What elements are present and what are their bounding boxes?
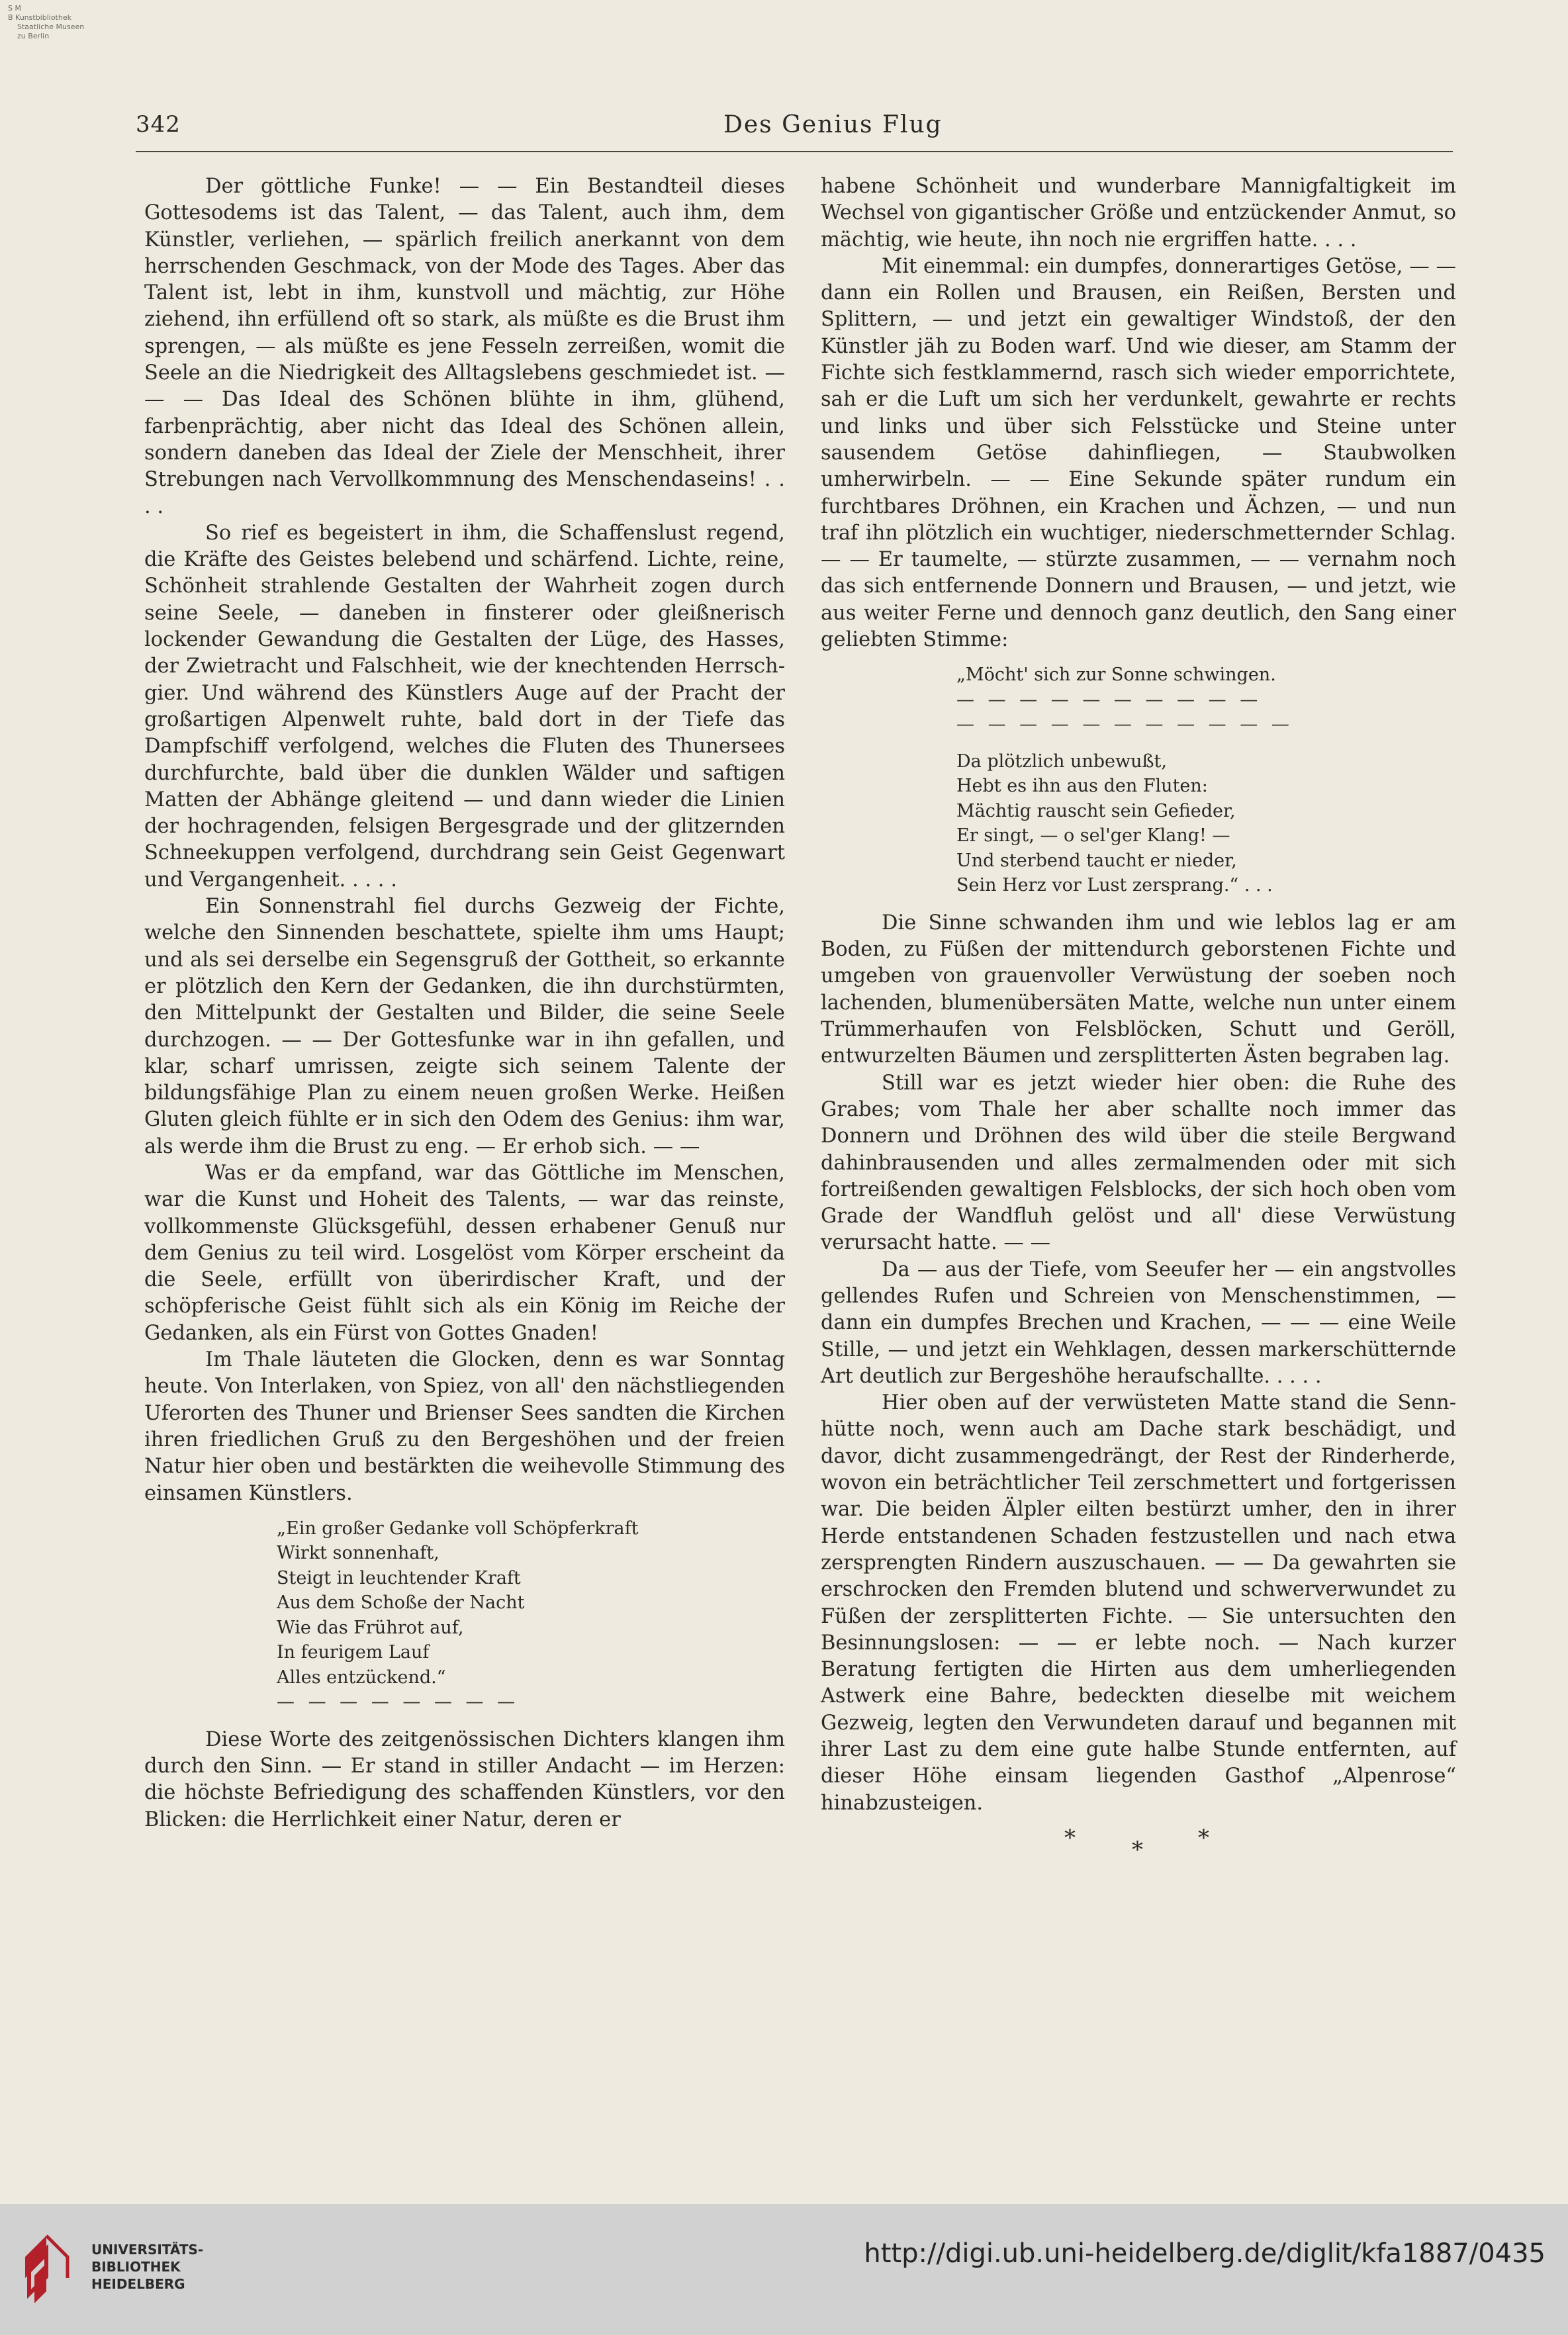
paragraph: Die Sinne schwanden ihm und wie leblos lag er am Boden, zu Füßen der mittendurch geborstenen Fichte und umgeben von grauenvoller Verwüstung der soeben noch lachenden, blumenübersäten Matte, welche nun unter einem Trümmerhaufen von Felsblöcken, Schutt und Geröll, entwurzelten Bäumen und zersplitterten Ästen begraben lag. bbox=[821, 911, 1456, 1068]
stamp-line: zu Berlin bbox=[17, 32, 50, 40]
running-title: Des Genius Flug bbox=[723, 111, 943, 138]
poem-line: Steigt in leuchtender Kraft bbox=[277, 1567, 521, 1588]
left-column bbox=[144, 173, 785, 1833]
right-column bbox=[821, 173, 1456, 1864]
poem-line: Sein Herz vor Lust zersprang.“ . . . bbox=[956, 875, 1273, 896]
poem-line: In feurigem Lauf bbox=[277, 1642, 430, 1663]
paragraph: Ein Sonnenstrahl fiel durchs Gezweig der Fichte, welche den Sinnenden beschattete, spielte ihm ums Haupt; und als sei derselbe ein Segensgruß der Gottheit, so erkannte er plötzlich den Kern der Gedanken, die ihn durchstürmten, den Mittelpunkt der Gestalten und Bilder, die seine Seele durchzogen. — — Der Gottesfunke war in ihn gefallen, und klar, scharf umrissen, zeigte sich seinem Talente der bildungsfähige Plan zu einem neuen großen Werke. Heißen Gluten gleich fühlte er in sich den Odem des Genius: ihm war, als werde ihm die Brust zu eng. — Er erhob sich. — — bbox=[144, 895, 785, 1158]
paragraph: Was er da empfand, war das Göttliche im Menschen, war die Kunst und Hoheit des Talents, — war das reinste, vollkommenste Glücksgefühl, dessen erhabener Genuß nur dem Genius zu teil wird. Losgelöst vom Körper erscheint da die Seele, erfüllt von überirdischer Kraft, und der schöpferische Geist fühlt sich als ein König im Reiche der Gedanken, als ein Fürst von Gottes Gnaden! bbox=[144, 1161, 785, 1345]
poem-line: „Möcht' sich zur Sonne schwingen. bbox=[956, 664, 1276, 686]
library-name-line: HEIDELBERG bbox=[91, 2276, 185, 2292]
poem-line: Und sterbend taucht er nieder, bbox=[956, 850, 1237, 871]
stamp-line: S M bbox=[8, 4, 21, 13]
source-url-link[interactable]: http://digi.ub.uni-heidelberg.de/diglit/kfa1887/0435 bbox=[864, 2238, 1545, 2269]
poem-line: Er singt, — o sel'ger Klang! — bbox=[956, 825, 1230, 847]
stamp-line: B Kunstbibliothek bbox=[8, 13, 71, 22]
page-number: 342 bbox=[136, 111, 181, 138]
poem-line: Da plötzlich unbewußt, bbox=[956, 751, 1167, 772]
paragraph: habene Schönheit und wunderbare Mannigfaltigkeit im Wechsel von gigantischer Größe und entzückender Anmut, so mächtig, wie heute, ihn noch nie ergriffen hatte. . . . bbox=[821, 175, 1456, 252]
poem-line: Alles entzückend.“ bbox=[277, 1667, 446, 1688]
poem-line: „Ein großer Gedanke voll Schöpferkraft bbox=[277, 1518, 639, 1539]
poem bbox=[821, 663, 1456, 898]
paragraph: Mit einemmal: ein dumpfes, donnerartiges Getöse, — — dann ein Rollen und Brausen, ein Reißen, Bersten und Splittern, — und jetzt ein gewaltiger Windstoß, der den Künstler jäh zu Boden warf. Und wie dieser, am Stamm der Fichte sich festklammernd, rasch sich wieder emporrichtete, sah er die Luft um sich her verdunkelt, gewahrte er rechts und links und über sich Felsstücke und Steine unter sausendem Getöse dahinfliegen, — Staubwolken umherwirbeln. — — Eine Sekunde später rundum ein furchtbares Dröhnen, ein Krachen und Ächzen, — und nun traf ihn plötzlich ein wuchtiger, niederschmetternder Schlag. — — Er taumelte, — stürzte zusammen, — — vernahm noch das sich entfernende Donnern und Brausen, — und jetzt, wie aus weiter Ferne und dennoch ganz deutlich, den Sang einer geliebten Stimme: bbox=[821, 254, 1456, 652]
page-header bbox=[136, 111, 1453, 144]
asterisk: * bbox=[1064, 1824, 1076, 1851]
paragraph: Still war es jetzt wieder hier oben: die Ruhe des Grabes; vom Thale her aber schallte noch immer das Donnern und Dröhnen des wild über die steile Bergwand dahinbrausenden und alles zermalmenden oder mit sich fortreißenden gewaltigen Felsblocks, der sich hoch oben vom Grade der Wandfluh gelöst und all' diese Verwüstung verursacht hatte. — — bbox=[821, 1071, 1456, 1255]
paragraph: Hier oben auf der verwüsteten Matte stand die Sennhütte noch, wenn auch am Dache stark beschädigt, und davor, dicht zusammengedrängt, der Rest der Rinderherde, wovon ein beträchtlicher Teil zerschmettert und fortgerissen war. Die beiden Älpler eilten bestürzt umher, den in ihrer Herde entstandenen Schaden festzustellen und nach etwa zersprengten Rindern auszuschauen. — — Da gewahrten sie erschrocken den Fremden blutend und schwerverwundet zu Füßen der zersplitterten Fichte. — Sie untersuchten den Besinnungslosen: — — er lebte noch. — Nach kurzer Beratung fertigten die Hirten aus dem umherliegenden Astwerk eine Bahre, bedeckten dieselbe mit weichem Gezweig, legten den Verwundeten darauf und begannen mit ihrer Last zu dem eine gute halbe Stunde entfernten, auf dieser Höhe einsam liegenden Gasthof „Alpenrose“ hinabzusteigen. bbox=[821, 1391, 1456, 1815]
stamp-line: Staatliche Museen bbox=[17, 23, 85, 31]
paragraph: So rief es begeistert in ihm, die Schaffenslust regend, die Kräfte des Geistes belebend und schärfend. Lichte, reine, Schönheit strahlende Gestalten der Wahrheit zogen durch seine Seele, — daneben in finsterer oder gleißnerisch lockender Gewandung die Gestalten der Lüge, des Hasses, der Zwietracht und Falschheit, wie der knechtenden Herrschgier. Und während des Künstlers Auge auf der Pracht der großartigen Alpenwelt ruhte, bald dort in der Tiefe das Dampfschiff verfolgend, welches die Fluten des Thunersees durchfurchte, bald über die dunklen Wälder und saftigen Matten der Abhänge gleitend — und dann wieder die Linien der hochragenden, felsigen Bergesgrade und der glitzernden Schneekuppen verfolgend, durchdrang sein Geist Gegenwart und Vergangenheit. . . . . bbox=[144, 521, 785, 892]
poem-dashes: — — — — — — — — — — bbox=[956, 689, 1262, 710]
header-rule bbox=[136, 151, 1453, 152]
library-stamp bbox=[8, 4, 140, 41]
poem-line: Wie das Frührot auf, bbox=[277, 1617, 464, 1638]
section-asterisks bbox=[821, 1825, 1456, 1864]
university-library-logo-icon bbox=[20, 2230, 73, 2310]
library-name bbox=[91, 2241, 203, 2293]
asterisk: * bbox=[1132, 1836, 1143, 1863]
paragraph: Diese Worte des zeitgenössischen Dichters klangen ihm durch den Sinn. — Er stand in stiller Andacht — im Herzen: die höchste Befriedigung des schaffenden Künstlers, vor den Blicken: die Herrlichkeit einer Natur, deren er bbox=[144, 1727, 785, 1831]
poem bbox=[144, 1516, 785, 1715]
footer-bar bbox=[0, 2204, 1568, 2335]
poem-line: Mächtig rauscht sein Gefieder, bbox=[956, 800, 1236, 821]
poem-dashes: — — — — — — — — — — — bbox=[956, 714, 1293, 735]
paragraph: Da — aus der Tiefe, vom Seeufer her — ein angstvolles gellendes Rufen und Schreien von Menschenstimmen, — dann ein dumpfes Brechen und Krachen, — — — eine Weile Stille, — und jetzt ein Wehklagen, dessen markerschütternde Art deutlich zur Bergeshöhe heraufschallte. . . . . bbox=[821, 1258, 1456, 1388]
paragraph: Der göttliche Funke! — — Ein Bestandteil dieses Gottesodems ist das Talent, — das Talent, auch ihm, dem Künstler, verliehen, — spärlich freilich anerkannt von dem herrschenden Geschmack, von der Mode des Tages. Aber das Talent ist, lebt in ihm, kunstvoll und mächtig, zur Höhe ziehend, ihn erfüllend oft so stark, als müßte es die Brust ihm sprengen, — als müßte es jene Fesseln zerreißen, womit die Seele an die Niedrigkeit des Alltagslebens geschmiedet ist. — — — Das Ideal des Schönen blühte in ihm, glühend, farbenprächtig, aber nicht das Ideal des Schönen allein, sondern daneben das Ideal der Ziele der Menschheit, ihrer Strebungen nach Vervollkommnung des Menschendaseins! . . . . bbox=[144, 175, 785, 518]
asterisk: * bbox=[1198, 1824, 1209, 1851]
paragraph: Im Thale läuteten die Glocken, denn es war Sonntag heute. Von Interlaken, von Spiez, von all' den nächstliegenden Uferorten des Thuner und Brienser Sees sandten die Kirchen ihren friedlichen Gruß zu den Bergeshöhen und der freien Natur hier oben und bestärkten die weihevolle Stimmung des einsamen Künstlers. bbox=[144, 1348, 785, 1505]
poem-line: Aus dem Schoße der Nacht bbox=[277, 1592, 525, 1614]
stanza-gap bbox=[956, 737, 1456, 749]
library-name-line: UNIVERSITÄTS- bbox=[91, 2242, 204, 2258]
poem-line: Wirkt sonnenhaft, bbox=[277, 1543, 439, 1564]
library-name-line: BIBLIOTHEK bbox=[91, 2259, 181, 2275]
poem-dashes: — — — — — — — — bbox=[277, 1692, 520, 1713]
poem-line: Hebt es ihn aus den Fluten: bbox=[956, 776, 1208, 797]
